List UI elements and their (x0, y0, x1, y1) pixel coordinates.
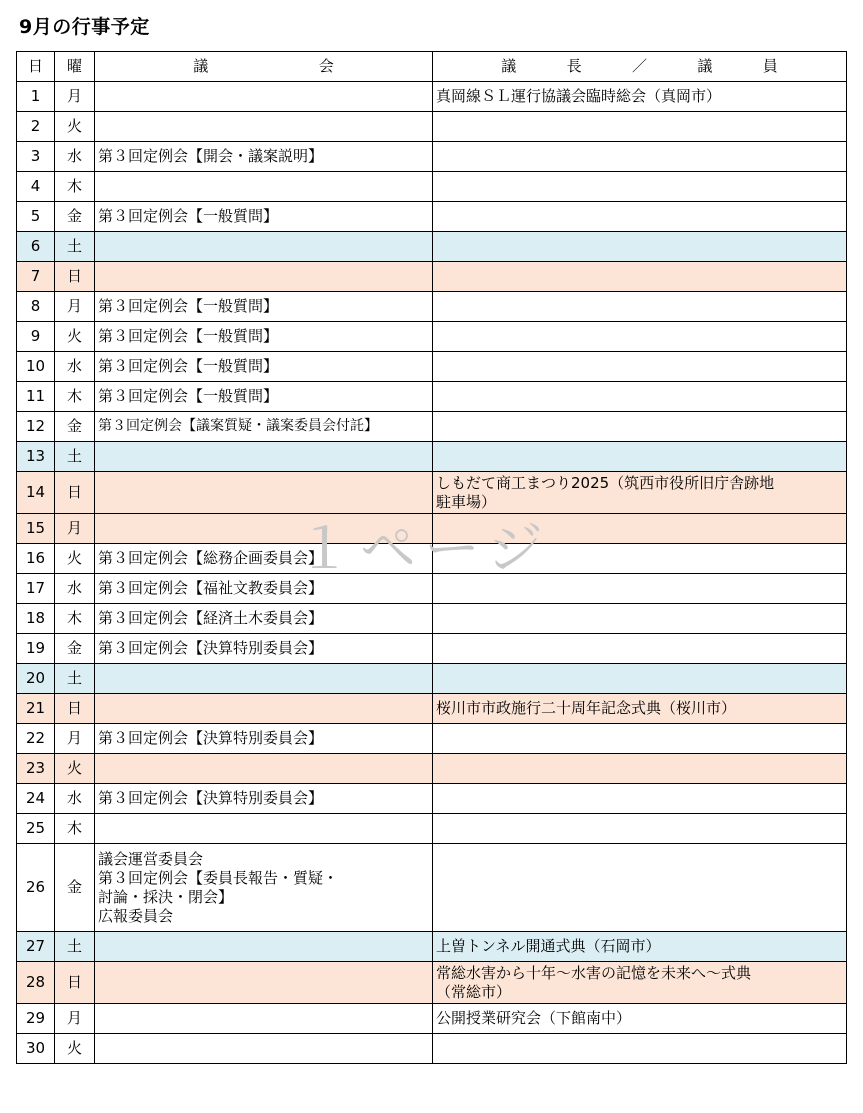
table-row (17, 754, 847, 784)
day-cell: 24 (17, 784, 55, 814)
day-of-week-cell: 金 (55, 634, 95, 664)
table-row (17, 574, 847, 604)
assembly-cell-line: 第３回定例会【福祉文教委員会】 (98, 579, 324, 597)
chair-member-cell (433, 574, 847, 604)
assembly-cell (95, 202, 433, 232)
chair-member-cell-line: しもだて商工まつり2025（筑西市役所旧庁舎跡地 (436, 473, 775, 492)
day-cell: 9 (17, 322, 55, 352)
chair-member-cell (433, 694, 847, 724)
day-of-week-cell: 月 (55, 514, 95, 544)
table-row (17, 262, 847, 292)
day-of-week-cell: 日 (55, 262, 95, 292)
header-assembly-char: 議 (193, 57, 209, 75)
table-row (17, 442, 847, 472)
header-chair-char: 長 (566, 57, 582, 75)
chair-member-cell (433, 1034, 847, 1064)
day-cell: 28 (17, 962, 55, 1004)
assembly-cell (95, 664, 433, 694)
day-of-week-cell: 木 (55, 814, 95, 844)
day-of-week-cell: 金 (55, 412, 95, 442)
table-row (17, 202, 847, 232)
assembly-cell-line: 討論・採決・閉会】 (98, 887, 234, 906)
assembly-cell (95, 814, 433, 844)
day-cell: 23 (17, 754, 55, 784)
assembly-cell (95, 784, 433, 814)
day-of-week-cell: 木 (55, 382, 95, 412)
header-row (17, 52, 847, 82)
table-row (17, 142, 847, 172)
header-chair-char: ／ (631, 57, 647, 75)
table-row (17, 514, 847, 544)
day-cell: 3 (17, 142, 55, 172)
assembly-cell-line: 第３回定例会【決算特別委員会】 (98, 729, 324, 747)
day-cell: 22 (17, 724, 55, 754)
assembly-cell (95, 962, 433, 1004)
day-of-week-cell: 水 (55, 784, 95, 814)
day-cell: 13 (17, 442, 55, 472)
day-of-week-cell: 金 (55, 844, 95, 932)
table-row (17, 322, 847, 352)
day-of-week-cell: 火 (55, 754, 95, 784)
day-cell: 11 (17, 382, 55, 412)
day-cell: 29 (17, 1004, 55, 1034)
table-row (17, 1034, 847, 1064)
chair-member-cell (433, 352, 847, 382)
table-row (17, 932, 847, 962)
day-of-week-cell: 土 (55, 932, 95, 962)
header-chair-member (433, 52, 847, 82)
day-cell: 6 (17, 232, 55, 262)
chair-member-cell (433, 472, 847, 514)
assembly-cell (95, 442, 433, 472)
assembly-cell (95, 382, 433, 412)
assembly-cell (95, 412, 433, 442)
day-cell: 12 (17, 412, 55, 442)
assembly-cell-line: 第３回定例会【一般質問】 (98, 387, 279, 405)
table-row (17, 604, 847, 634)
chair-member-cell (433, 634, 847, 664)
page-title: 9月の行事予定 (19, 16, 150, 38)
table-row (17, 412, 847, 442)
assembly-cell (95, 844, 433, 932)
table-row (17, 292, 847, 322)
chair-member-cell (433, 962, 847, 1004)
header-day: 日 (17, 52, 55, 82)
day-of-week-cell: 金 (55, 202, 95, 232)
table-row (17, 1004, 847, 1034)
chair-member-cell (433, 142, 847, 172)
chair-member-cell (433, 932, 847, 962)
day-cell: 15 (17, 514, 55, 544)
assembly-cell (95, 322, 433, 352)
header-chair-char: 員 (762, 57, 778, 75)
assembly-cell-line: 第３回定例会【一般質問】 (98, 297, 279, 315)
chair-member-cell-line: 駐車場） (436, 492, 497, 511)
day-cell: 1 (17, 82, 55, 112)
table-row (17, 814, 847, 844)
day-of-week-cell: 月 (55, 292, 95, 322)
table-row (17, 382, 847, 412)
day-cell: 17 (17, 574, 55, 604)
table-row (17, 112, 847, 142)
assembly-cell (95, 932, 433, 962)
day-of-week-cell: 木 (55, 604, 95, 634)
assembly-cell (95, 694, 433, 724)
day-of-week-cell: 土 (55, 442, 95, 472)
day-of-week-cell: 月 (55, 82, 95, 112)
chair-member-cell (433, 262, 847, 292)
assembly-cell (95, 604, 433, 634)
assembly-cell (95, 574, 433, 604)
header-assembly (95, 52, 433, 82)
chair-member-cell (433, 844, 847, 932)
chair-member-cell (433, 754, 847, 784)
assembly-cell (95, 142, 433, 172)
day-of-week-cell: 日 (55, 694, 95, 724)
table-row (17, 784, 847, 814)
table-row (17, 352, 847, 382)
chair-member-cell (433, 112, 847, 142)
day-of-week-cell: 月 (55, 1004, 95, 1034)
day-cell: 8 (17, 292, 55, 322)
chair-member-cell (433, 784, 847, 814)
assembly-cell-line: 議会運営委員会 (98, 849, 204, 868)
day-cell: 16 (17, 544, 55, 574)
day-cell: 14 (17, 472, 55, 514)
day-cell: 7 (17, 262, 55, 292)
day-cell: 26 (17, 844, 55, 932)
chair-member-cell-line: 常総水害から十年～水害の記憶を未来へ～式典 (436, 963, 752, 982)
chair-member-cell (433, 442, 847, 472)
chair-member-cell-line: （常総市） (436, 982, 512, 1001)
day-of-week-cell: 水 (55, 574, 95, 604)
assembly-cell (95, 262, 433, 292)
assembly-cell (95, 514, 433, 544)
table-row (17, 472, 847, 514)
day-of-week-cell: 水 (55, 352, 95, 382)
chair-member-cell (433, 172, 847, 202)
day-cell: 2 (17, 112, 55, 142)
day-of-week-cell: 火 (55, 112, 95, 142)
assembly-cell (95, 112, 433, 142)
chair-member-cell (433, 814, 847, 844)
table-row (17, 172, 847, 202)
table-row (17, 664, 847, 694)
table-row (17, 962, 847, 1004)
day-of-week-cell: 月 (55, 724, 95, 754)
chair-member-cell (433, 382, 847, 412)
assembly-cell (95, 82, 433, 112)
assembly-cell-line: 第３回定例会【決算特別委員会】 (98, 789, 324, 807)
assembly-cell (95, 634, 433, 664)
assembly-cell (95, 1004, 433, 1034)
day-cell: 27 (17, 932, 55, 962)
chair-member-cell (433, 82, 847, 112)
chair-member-cell (433, 412, 847, 442)
assembly-cell-line: 第３回定例会【経済土木委員会】 (98, 609, 324, 627)
header-day-of-week: 曜 (55, 52, 95, 82)
table-row (17, 232, 847, 262)
table-row (17, 544, 847, 574)
day-cell: 10 (17, 352, 55, 382)
assembly-cell-line: 第３回定例会【一般質問】 (98, 327, 279, 345)
assembly-cell-line: 第３回定例会【一般質問】 (98, 207, 279, 225)
assembly-cell (95, 172, 433, 202)
day-cell: 19 (17, 634, 55, 664)
day-of-week-cell: 火 (55, 322, 95, 352)
table-row (17, 634, 847, 664)
table-row (17, 694, 847, 724)
chair-member-cell (433, 604, 847, 634)
day-of-week-cell: 水 (55, 142, 95, 172)
day-cell: 18 (17, 604, 55, 634)
header-assembly-char: 会 (318, 57, 334, 75)
assembly-cell-line: 広報委員会 (98, 906, 174, 925)
chair-member-cell (433, 724, 847, 754)
assembly-cell (95, 754, 433, 784)
header-chair-char: 議 (697, 57, 713, 75)
assembly-cell-line: 第３回定例会【決算特別委員会】 (98, 639, 324, 657)
day-of-week-cell: 土 (55, 232, 95, 262)
assembly-cell (95, 232, 433, 262)
day-cell: 21 (17, 694, 55, 724)
assembly-cell-line: 第３回定例会【一般質問】 (98, 357, 279, 375)
table-row (17, 82, 847, 112)
day-cell: 4 (17, 172, 55, 202)
chair-member-cell (433, 232, 847, 262)
chair-member-cell (433, 322, 847, 352)
assembly-cell (95, 1034, 433, 1064)
schedule-table (16, 51, 847, 1064)
assembly-cell-line: 第３回定例会【開会・議案説明】 (98, 147, 324, 165)
chair-member-cell (433, 664, 847, 694)
table-row (17, 844, 847, 932)
chair-member-cell (433, 202, 847, 232)
day-of-week-cell: 木 (55, 172, 95, 202)
header-chair-char: 議 (501, 57, 517, 75)
day-of-week-cell: 土 (55, 664, 95, 694)
day-cell: 20 (17, 664, 55, 694)
chair-member-cell-line: 上曽トンネル開通式典（石岡市） (436, 937, 661, 955)
assembly-cell (95, 544, 433, 574)
assembly-cell-line: 第３回定例会【委員長報告・質疑・ (98, 868, 339, 887)
day-of-week-cell: 日 (55, 962, 95, 1004)
day-of-week-cell: 火 (55, 544, 95, 574)
chair-member-cell-line: 公開授業研究会（下館南中） (436, 1009, 632, 1027)
page-watermark: １ページ (296, 517, 551, 582)
chair-member-cell (433, 1004, 847, 1034)
assembly-cell (95, 352, 433, 382)
day-cell: 25 (17, 814, 55, 844)
assembly-cell (95, 292, 433, 322)
chair-member-cell-line: 桜川市市政施行二十周年記念式典（桜川市） (436, 699, 737, 717)
chair-member-cell (433, 544, 847, 574)
chair-member-cell-line: 真岡線ＳＬ運行協議会臨時総会（真岡市） (436, 87, 722, 105)
assembly-cell-line: 第３回定例会【総務企画委員会】 (98, 549, 324, 567)
chair-member-cell (433, 292, 847, 322)
day-cell: 30 (17, 1034, 55, 1064)
day-cell: 5 (17, 202, 55, 232)
assembly-cell (95, 472, 433, 514)
chair-member-cell (433, 514, 847, 544)
day-of-week-cell: 火 (55, 1034, 95, 1064)
table-row (17, 724, 847, 754)
assembly-cell-line: 第３回定例会【議案質疑・議案委員会付託】 (98, 418, 378, 434)
day-of-week-cell: 日 (55, 472, 95, 514)
assembly-cell (95, 724, 433, 754)
